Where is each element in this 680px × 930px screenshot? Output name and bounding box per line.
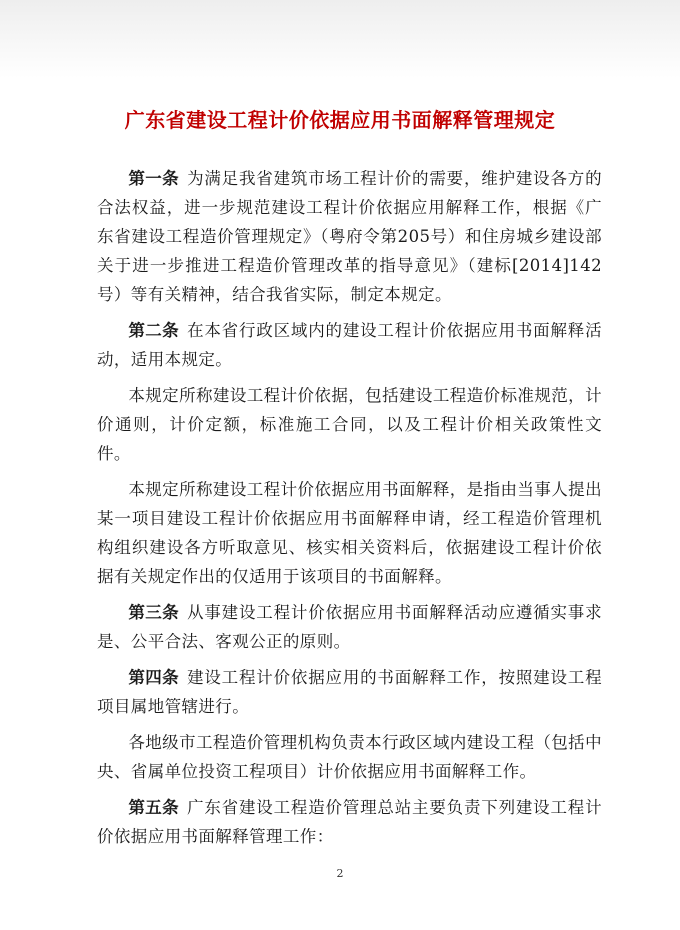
document-body — [97, 164, 602, 858]
article-label: 第三条 — [128, 603, 180, 622]
article-label: 第五条 — [128, 798, 180, 817]
scan-shade — [0, 0, 680, 78]
paragraph-text: 从事建设工程计价依据应用书面解释活动应遵循实事求是、公平合法、客观公正的原则。 — [97, 603, 602, 651]
paragraph-article-3 — [97, 598, 602, 656]
page-number: 2 — [336, 867, 344, 880]
paragraph-text: 各地级市工程造价管理机构负责本行政区域内建设工程（包括中央、省属单位投资工程项目）计价依据应用书面解释工作。 — [97, 733, 602, 781]
paragraph-article-4 — [97, 663, 602, 721]
paragraph-definition-basis — [97, 381, 602, 468]
paragraph-local-agencies — [97, 728, 602, 786]
article-label: 第四条 — [128, 668, 180, 687]
paragraph-text: 广东省建设工程造价管理总站主要负责下列建设工程计价依据应用书面解释管理工作： — [97, 798, 602, 846]
article-label: 第一条 — [128, 169, 180, 188]
paragraph-article-2 — [97, 316, 602, 374]
paragraph-article-5 — [97, 793, 602, 851]
paragraph-article-1 — [97, 164, 602, 309]
paragraph-text: 本规定所称建设工程计价依据，包括建设工程造价标准规范，计价通则，计价定额，标准施工合同，以及工程计价相关政策性文件。 — [97, 386, 602, 463]
paragraph-text: 本规定所称建设工程计价依据应用书面解释，是指由当事人提出某一项目建设工程计价依据应用书面解释申请，经工程造价管理机构组织建设各方听取意见、核实相关资料后，依据建设工程计价依据有关规定作出的仅适用于该项目的书面解释。 — [97, 480, 602, 586]
paragraph-text: 在本省行政区域内的建设工程计价依据应用书面解释活动，适用本规定。 — [97, 321, 602, 369]
document-title: 广东省建设工程计价依据应用书面解释管理规定 — [124, 108, 556, 132]
paragraph-text: 为满足我省建筑市场工程计价的需要，维护建设各方的合法权益，进一步规范建设工程计价依据应用解释工作，根据《广东省建设工程造价管理规定》（粤府令第205号）和住房城乡建设部关于进一步推进工程造价管理改革的指导意见》（建标[2014]142号）等有关精神，结合我省实际，制定本规定。 — [97, 169, 602, 304]
article-label: 第二条 — [128, 321, 180, 340]
paragraph-text: 建设工程计价依据应用的书面解释工作，按照建设工程项目属地管辖进行。 — [97, 668, 602, 716]
paragraph-definition-interpretation — [97, 475, 602, 591]
